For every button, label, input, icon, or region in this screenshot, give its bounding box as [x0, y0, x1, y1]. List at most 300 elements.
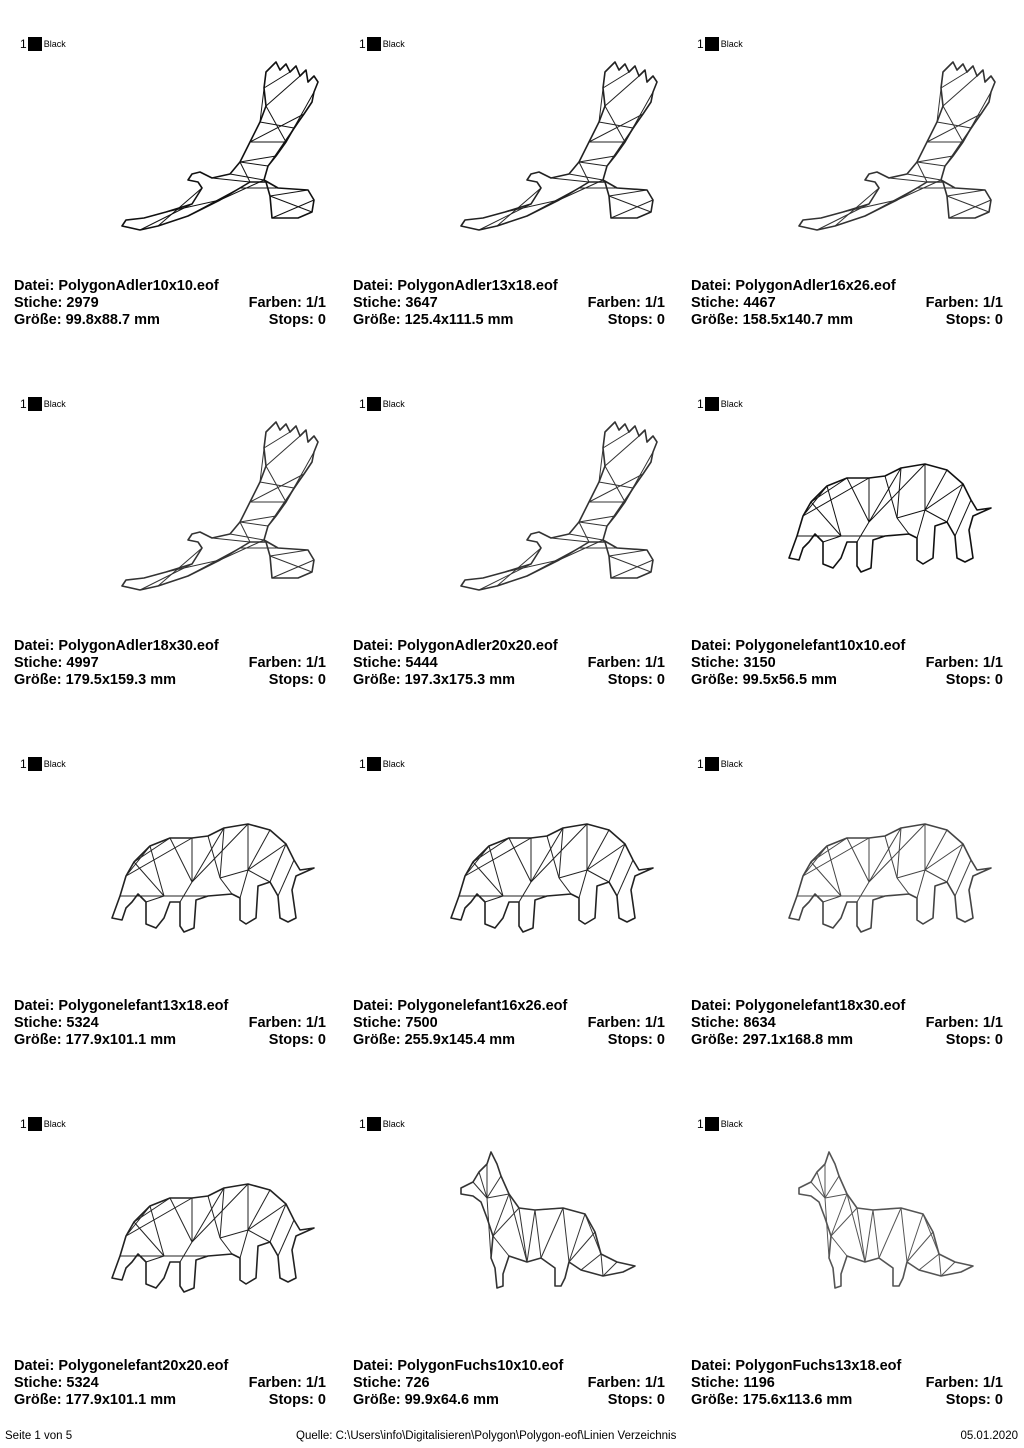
- file-name: Polygonelefant10x10.eof: [735, 638, 906, 654]
- design-info: [691, 1358, 1003, 1409]
- fox-icon: [777, 1138, 997, 1338]
- design-card: [677, 1088, 1015, 1448]
- file-row: [353, 638, 665, 655]
- design-info: [14, 998, 326, 1049]
- color-name: Black: [382, 39, 405, 49]
- color-swatch: [28, 37, 42, 51]
- stitches-row: [14, 295, 326, 312]
- stops-field: [946, 672, 1003, 689]
- file-row: [691, 998, 1003, 1015]
- colors-field: [249, 295, 326, 312]
- color-swatch: [705, 1117, 719, 1131]
- stops-label: Stops:: [268, 312, 314, 328]
- colors-label: Farben:: [925, 295, 979, 311]
- color-index: 1: [20, 757, 27, 771]
- stitches-field: [353, 1015, 438, 1032]
- color-index: 1: [697, 37, 704, 51]
- size-field: [691, 672, 837, 689]
- file-name: Polygonelefant16x26.eof: [397, 998, 568, 1014]
- size-label: Größe:: [353, 672, 401, 688]
- color-name: Black: [720, 1119, 743, 1129]
- eagle-icon: [777, 58, 997, 258]
- stops-label: Stops:: [268, 672, 314, 688]
- file-field: [353, 278, 558, 295]
- size-field: [691, 312, 853, 329]
- color-name: Black: [43, 39, 66, 49]
- size-field: [14, 1032, 176, 1049]
- stitches-row: [353, 1015, 665, 1032]
- print-date: 05.01.2020: [960, 1430, 1018, 1442]
- stitches-field: [691, 1375, 775, 1392]
- file-field: [14, 998, 228, 1015]
- color-swatch: [28, 1117, 42, 1131]
- file-row: [14, 1358, 326, 1375]
- size-value: 297.1x168.8 mm: [742, 1032, 854, 1048]
- colors-label: Farben:: [248, 1375, 302, 1391]
- file-label: Datei:: [353, 998, 394, 1014]
- stitches-field: [14, 295, 99, 312]
- stops-field: [946, 312, 1003, 329]
- file-field: [14, 278, 219, 295]
- file-name: PolygonAdler13x18.eof: [397, 278, 558, 294]
- colors-label: Farben:: [248, 295, 302, 311]
- stitches-label: Stiche:: [14, 295, 63, 311]
- file-field: [353, 1358, 563, 1375]
- stitches-row: [691, 295, 1003, 312]
- size-value: 99.5x56.5 mm: [742, 672, 837, 688]
- stitches-label: Stiche:: [691, 655, 740, 671]
- color-name: Black: [382, 1119, 405, 1129]
- stops-value: 0: [317, 1032, 326, 1048]
- color-legend: [20, 36, 66, 52]
- color-index: 1: [20, 397, 27, 411]
- file-label: Datei:: [691, 278, 732, 294]
- stitches-value: 8634: [743, 1015, 776, 1031]
- stops-label: Stops:: [945, 1392, 991, 1408]
- color-index: 1: [20, 37, 27, 51]
- color-legend: [359, 396, 405, 412]
- stitches-field: [353, 1375, 430, 1392]
- elephant-icon: [439, 778, 659, 978]
- colors-value: 1/1: [644, 655, 665, 671]
- design-card: [677, 8, 1015, 368]
- size-value: 99.8x88.7 mm: [65, 312, 160, 328]
- size-label: Größe:: [14, 672, 62, 688]
- size-row: [353, 672, 665, 689]
- colors-value: 1/1: [644, 295, 665, 311]
- size-value: 177.9x101.1 mm: [65, 1392, 177, 1408]
- file-row: [691, 638, 1003, 655]
- color-name: Black: [382, 399, 405, 409]
- colors-field: [926, 295, 1003, 312]
- design-card: [677, 728, 1015, 1088]
- size-field: [691, 1032, 853, 1049]
- color-legend: [20, 756, 66, 772]
- stitches-value: 1196: [743, 1375, 775, 1391]
- color-index: 1: [359, 37, 366, 51]
- colors-value: 1/1: [982, 295, 1003, 311]
- size-field: [353, 1032, 515, 1049]
- stops-field: [608, 1392, 665, 1409]
- color-swatch: [367, 397, 381, 411]
- color-legend: [20, 1116, 66, 1132]
- color-swatch: [28, 397, 42, 411]
- size-row: [691, 1392, 1003, 1409]
- design-info: [353, 638, 665, 689]
- stops-value: 0: [994, 672, 1003, 688]
- size-value: 125.4x111.5 mm: [404, 312, 514, 328]
- file-label: Datei:: [691, 1358, 732, 1374]
- stops-value: 0: [317, 672, 326, 688]
- size-label: Größe:: [353, 1032, 401, 1048]
- design-card: [339, 8, 677, 368]
- size-field: [353, 1392, 499, 1409]
- size-row: [353, 1032, 665, 1049]
- size-value: 158.5x140.7 mm: [742, 312, 854, 328]
- design-info: [691, 998, 1003, 1049]
- colors-field: [926, 1015, 1003, 1032]
- file-field: [691, 1358, 901, 1375]
- file-label: Datei:: [14, 638, 55, 654]
- size-value: 179.5x159.3 mm: [65, 672, 177, 688]
- colors-field: [926, 1375, 1003, 1392]
- stops-value: 0: [656, 672, 665, 688]
- stitches-label: Stiche:: [691, 295, 740, 311]
- fox-icon: [439, 1138, 659, 1338]
- file-name: Polygonelefant13x18.eof: [58, 998, 229, 1014]
- stops-value: 0: [317, 1392, 326, 1408]
- stops-value: 0: [994, 312, 1003, 328]
- stops-field: [269, 1392, 326, 1409]
- file-field: [14, 638, 219, 655]
- colors-label: Farben:: [248, 655, 302, 671]
- stitches-value: 4997: [66, 655, 99, 671]
- size-label: Größe:: [14, 1392, 62, 1408]
- size-label: Größe:: [691, 312, 739, 328]
- stops-field: [269, 312, 326, 329]
- colors-field: [249, 655, 326, 672]
- file-field: [353, 638, 558, 655]
- design-info: [353, 998, 665, 1049]
- file-name: Polygonelefant20x20.eof: [58, 1358, 229, 1374]
- stops-field: [608, 1032, 665, 1049]
- color-name: Black: [382, 759, 405, 769]
- size-row: [691, 672, 1003, 689]
- size-field: [353, 312, 513, 329]
- color-swatch: [367, 1117, 381, 1131]
- stitches-value: 3647: [405, 295, 438, 311]
- file-label: Datei:: [691, 638, 732, 654]
- color-index: 1: [697, 757, 704, 771]
- stops-field: [946, 1032, 1003, 1049]
- elephant-icon: [777, 418, 997, 618]
- file-name: Polygonelefant18x30.eof: [735, 998, 906, 1014]
- stitches-value: 5444: [405, 655, 438, 671]
- stitches-value: 5324: [66, 1375, 99, 1391]
- stitches-field: [353, 295, 438, 312]
- stops-value: 0: [994, 1032, 1003, 1048]
- file-row: [691, 278, 1003, 295]
- stops-value: 0: [656, 1392, 665, 1408]
- eagle-icon: [439, 58, 659, 258]
- color-swatch: [28, 757, 42, 771]
- color-swatch: [705, 37, 719, 51]
- eagle-icon: [439, 418, 659, 618]
- design-info: [14, 638, 326, 689]
- size-field: [353, 672, 515, 689]
- stops-label: Stops:: [268, 1392, 314, 1408]
- file-row: [691, 1358, 1003, 1375]
- stops-field: [608, 312, 665, 329]
- file-row: [353, 1358, 665, 1375]
- design-card: [0, 1088, 338, 1448]
- colors-field: [588, 655, 665, 672]
- stops-value: 0: [656, 1032, 665, 1048]
- design-card: [677, 368, 1015, 728]
- stitches-field: [14, 655, 99, 672]
- size-label: Größe:: [14, 1032, 62, 1048]
- colors-value: 1/1: [982, 655, 1003, 671]
- color-name: Black: [43, 1119, 66, 1129]
- design-info: [14, 278, 326, 329]
- elephant-icon: [777, 778, 997, 978]
- design-card: [339, 1088, 677, 1448]
- size-field: [14, 1392, 176, 1409]
- colors-value: 1/1: [305, 295, 326, 311]
- stitches-value: 4467: [743, 295, 776, 311]
- stops-value: 0: [994, 1392, 1003, 1408]
- stitches-label: Stiche:: [691, 1375, 740, 1391]
- stitches-row: [691, 1015, 1003, 1032]
- stops-label: Stops:: [945, 1032, 991, 1048]
- file-label: Datei:: [14, 1358, 55, 1374]
- color-legend: [697, 756, 743, 772]
- colors-field: [588, 295, 665, 312]
- color-swatch: [367, 757, 381, 771]
- colors-field: [249, 1015, 326, 1032]
- color-index: 1: [697, 397, 704, 411]
- stitches-row: [14, 1375, 326, 1392]
- stitches-value: 726: [405, 1375, 430, 1391]
- color-name: Black: [720, 399, 743, 409]
- file-name: PolygonAdler10x10.eof: [58, 278, 219, 294]
- colors-value: 1/1: [982, 1015, 1003, 1031]
- file-row: [353, 278, 665, 295]
- color-legend: [359, 756, 405, 772]
- color-index: 1: [697, 1117, 704, 1131]
- colors-field: [926, 655, 1003, 672]
- design-card: [0, 8, 338, 368]
- size-label: Größe:: [14, 312, 62, 328]
- file-row: [14, 998, 326, 1015]
- eagle-icon: [100, 58, 320, 258]
- eagle-icon: [100, 418, 320, 618]
- colors-label: Farben:: [925, 1015, 979, 1031]
- stops-field: [269, 672, 326, 689]
- color-name: Black: [43, 399, 66, 409]
- stitches-field: [14, 1015, 99, 1032]
- design-card: [0, 368, 338, 728]
- colors-value: 1/1: [644, 1015, 665, 1031]
- colors-field: [249, 1375, 326, 1392]
- size-field: [14, 672, 176, 689]
- stitches-field: [14, 1375, 99, 1392]
- color-legend: [20, 396, 66, 412]
- stitches-label: Stiche:: [691, 1015, 740, 1031]
- size-label: Größe:: [691, 672, 739, 688]
- color-legend: [359, 36, 405, 52]
- size-row: [14, 1392, 326, 1409]
- colors-value: 1/1: [644, 1375, 665, 1391]
- colors-label: Farben:: [925, 655, 979, 671]
- design-info: [353, 1358, 665, 1409]
- file-field: [691, 638, 905, 655]
- stitches-value: 2979: [66, 295, 99, 311]
- size-value: 197.3x175.3 mm: [404, 672, 516, 688]
- stitches-label: Stiche:: [353, 655, 402, 671]
- file-row: [14, 638, 326, 655]
- file-row: [353, 998, 665, 1015]
- stops-label: Stops:: [607, 312, 653, 328]
- file-row: [14, 278, 326, 295]
- colors-field: [588, 1375, 665, 1392]
- colors-field: [588, 1015, 665, 1032]
- size-row: [14, 1032, 326, 1049]
- stitches-row: [353, 655, 665, 672]
- stops-field: [269, 1032, 326, 1049]
- stitches-value: 3150: [743, 655, 776, 671]
- source-path: Quelle: C:\Users\info\Digitalisieren\Polygon\Polygon-eof\Linien Verzeichnis: [296, 1430, 677, 1442]
- color-swatch: [705, 757, 719, 771]
- color-name: Black: [720, 39, 743, 49]
- stops-label: Stops:: [268, 1032, 314, 1048]
- stops-field: [946, 1392, 1003, 1409]
- color-index: 1: [20, 1117, 27, 1131]
- colors-label: Farben:: [587, 295, 641, 311]
- size-row: [691, 1032, 1003, 1049]
- stitches-label: Stiche:: [14, 1375, 63, 1391]
- stops-label: Stops:: [945, 672, 991, 688]
- colors-label: Farben:: [587, 655, 641, 671]
- file-field: [353, 998, 567, 1015]
- stitches-row: [353, 1375, 665, 1392]
- stitches-field: [353, 655, 438, 672]
- stops-label: Stops:: [607, 1392, 653, 1408]
- stops-label: Stops:: [607, 1032, 653, 1048]
- file-field: [14, 1358, 228, 1375]
- file-label: Datei:: [353, 638, 394, 654]
- stops-label: Stops:: [607, 672, 653, 688]
- stitches-field: [691, 655, 776, 672]
- size-field: [691, 1392, 852, 1409]
- size-value: 255.9x145.4 mm: [404, 1032, 516, 1048]
- design-info: [691, 638, 1003, 689]
- design-card: [339, 728, 677, 1088]
- color-index: 1: [359, 397, 366, 411]
- stitches-label: Stiche:: [14, 655, 63, 671]
- file-name: PolygonAdler16x26.eof: [735, 278, 896, 294]
- size-value: 177.9x101.1 mm: [65, 1032, 177, 1048]
- file-label: Datei:: [14, 998, 55, 1014]
- color-legend: [359, 1116, 405, 1132]
- design-info: [14, 1358, 326, 1409]
- file-name: PolygonAdler20x20.eof: [397, 638, 558, 654]
- stitches-field: [691, 295, 776, 312]
- size-label: Größe:: [691, 1032, 739, 1048]
- design-card: [339, 368, 677, 728]
- colors-value: 1/1: [305, 1015, 326, 1031]
- file-name: PolygonFuchs10x10.eof: [397, 1358, 564, 1374]
- stitches-label: Stiche:: [353, 1015, 402, 1031]
- colors-label: Farben:: [925, 1375, 979, 1391]
- color-legend: [697, 1116, 743, 1132]
- elephant-icon: [100, 778, 320, 978]
- page-number: Seite 1 von 5: [5, 1430, 73, 1442]
- stitches-row: [691, 655, 1003, 672]
- size-label: Größe:: [691, 1392, 739, 1408]
- file-field: [691, 278, 896, 295]
- stitches-row: [353, 295, 665, 312]
- stops-label: Stops:: [945, 312, 991, 328]
- size-field: [14, 312, 160, 329]
- file-label: Datei:: [14, 278, 55, 294]
- size-label: Größe:: [353, 1392, 401, 1408]
- color-index: 1: [359, 757, 366, 771]
- stitches-row: [14, 655, 326, 672]
- stitches-row: [14, 1015, 326, 1032]
- colors-value: 1/1: [982, 1375, 1003, 1391]
- color-swatch: [367, 37, 381, 51]
- size-row: [14, 672, 326, 689]
- stitches-row: [691, 1375, 1003, 1392]
- colors-value: 1/1: [305, 1375, 326, 1391]
- stitches-label: Stiche:: [353, 295, 402, 311]
- color-name: Black: [43, 759, 66, 769]
- size-row: [14, 312, 326, 329]
- stops-field: [608, 672, 665, 689]
- color-legend: [697, 396, 743, 412]
- file-label: Datei:: [691, 998, 732, 1014]
- size-value: 175.6x113.6 mm: [742, 1392, 853, 1408]
- elephant-icon: [100, 1138, 320, 1338]
- colors-label: Farben:: [587, 1015, 641, 1031]
- file-name: PolygonAdler18x30.eof: [58, 638, 219, 654]
- design-info: [353, 278, 665, 329]
- size-value: 99.9x64.6 mm: [404, 1392, 499, 1408]
- colors-label: Farben:: [248, 1015, 302, 1031]
- colors-label: Farben:: [587, 1375, 641, 1391]
- file-label: Datei:: [353, 1358, 394, 1374]
- page-footer: [0, 1428, 1024, 1446]
- size-row: [353, 1392, 665, 1409]
- size-label: Größe:: [353, 312, 401, 328]
- stitches-field: [691, 1015, 776, 1032]
- color-swatch: [705, 397, 719, 411]
- design-card: [0, 728, 338, 1088]
- size-row: [353, 312, 665, 329]
- file-field: [691, 998, 905, 1015]
- stitches-label: Stiche:: [353, 1375, 402, 1391]
- color-index: 1: [359, 1117, 366, 1131]
- colors-value: 1/1: [305, 655, 326, 671]
- file-label: Datei:: [353, 278, 394, 294]
- stops-value: 0: [656, 312, 665, 328]
- stitches-value: 5324: [66, 1015, 99, 1031]
- color-legend: [697, 36, 743, 52]
- color-name: Black: [720, 759, 743, 769]
- size-row: [691, 312, 1003, 329]
- stitches-label: Stiche:: [14, 1015, 63, 1031]
